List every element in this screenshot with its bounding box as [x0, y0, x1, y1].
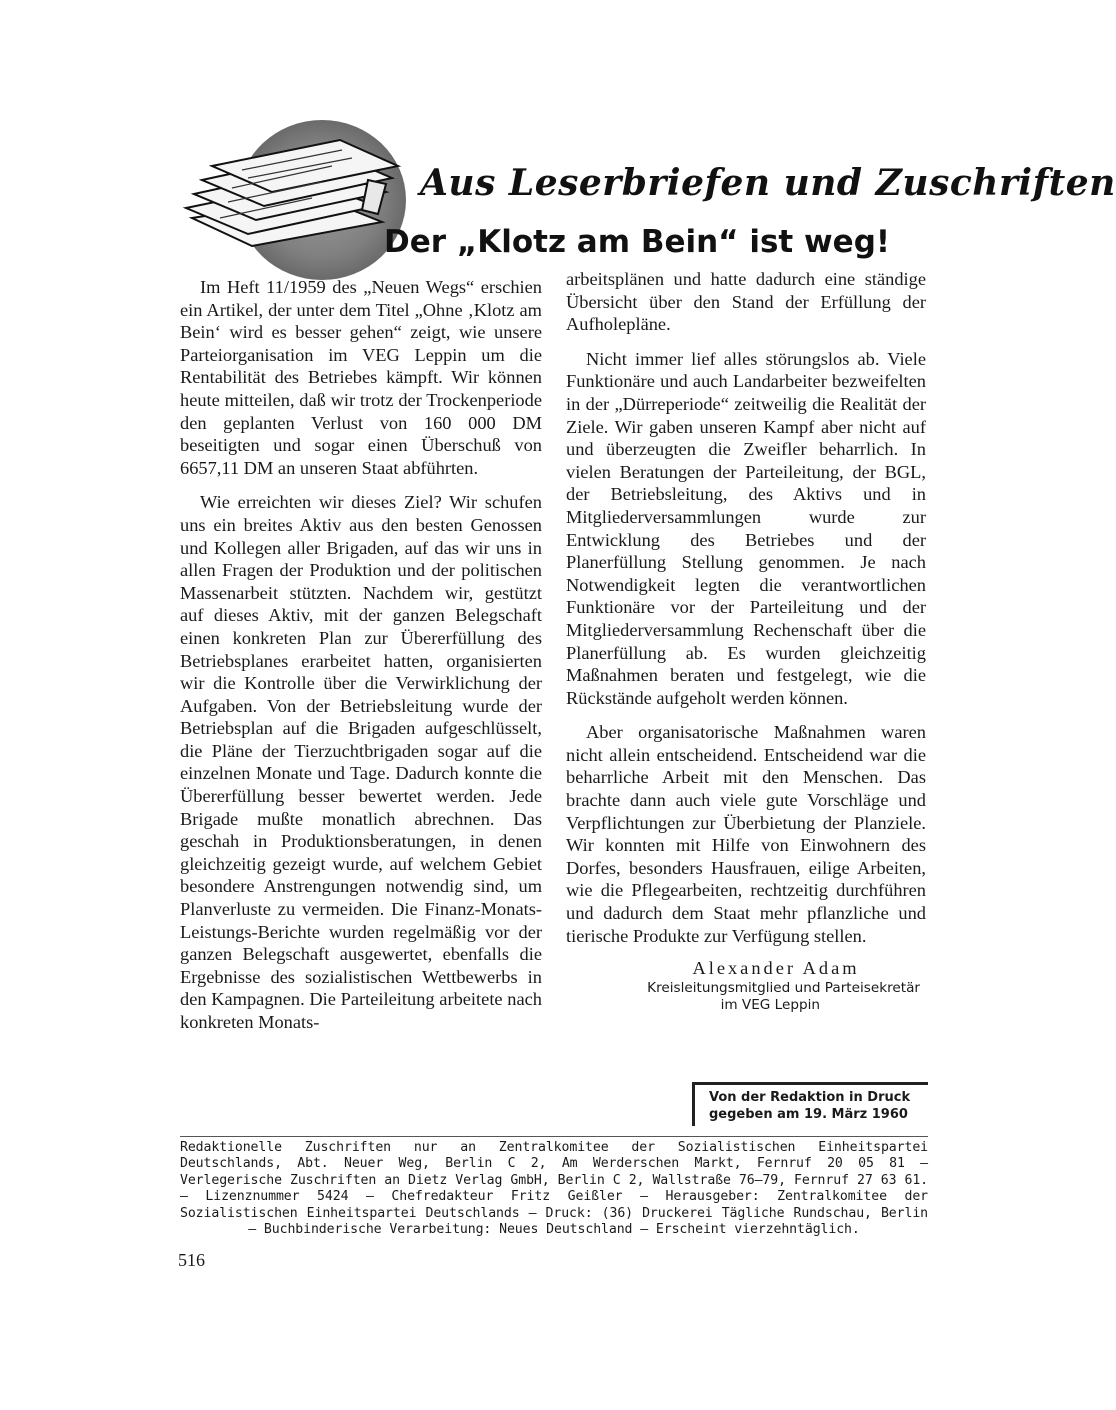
editorial-note-line: Von der Redaktion in Druck [709, 1090, 911, 1105]
article-title: Der „Klotz am Bein“ ist weg! [384, 224, 891, 260]
editorial-note [692, 1082, 928, 1126]
imprint: Redaktionelle Zuschriften nur an Zentralkomitee der Sozialistischen Einheitspartei Deutschlands, Abt. Neuer Weg, Berlin C 2, Am Werderschen Markt, Fernruf 20 05 81 — Verlegerische Zuschriften an Dietz Verlag GmbH, Berlin C 2, Wallstraße 76—79, Fernruf 27 63 61. — Lizenznummer 5424 — Chefredakteur Fritz Geißler — Herausgeber: Zentralkomitee der Sozialistischen Einheitspartei Deutschlands — Druck: (36) Druckerei Tägliche Rundschau, Berlin — Buchbinderische Verarbeitung: Neues Deutschland — Erscheint vierzehntäglich. [180, 1140, 928, 1238]
left-column [180, 276, 542, 1046]
paragraph: Aber organisatorische Maßnahmen waren nicht allein entscheidend. Entscheidend war die beharrliche Arbeit mit den Menschen. Das brachte dann auch viele gute Vorschläge und Verpflichtungen zur Überbietung der Planziele. Wir konnten mit Hilfe von Einwohnern des Dorfes, besonders Hausfrauen, eilige Arbeiten, wie die Pflegearbeiten, rechtzeitig durchführen und dadurch dem Staat mehr pflanzliche und tierische Produkte zur Verfügung stellen. [566, 722, 926, 946]
author-role-line: Kreisleitungsmitglied und Parteisekretär [647, 979, 920, 996]
author-name: Alexander Adam [692, 958, 860, 979]
paragraph: Im Heft 11/1959 des „Neuen Wegs“ erschien ein Artikel, der unter dem Titel „Ohne ‚Klotz am Bein‘ wird es besser gehen“ zeigt, wie unsere Parteiorganisation im VEG Leppin um die Rentabilität des Betriebes kämpft. Wir können heute mitteilen, daß wir trotz der Trockenperiode den geplanten Verlust von 160 000 DM beseitigten und sogar einen Überschuß von 6657,11 DM an unseren Staat abführten. [180, 277, 542, 478]
right-column [566, 268, 926, 1014]
stack-of-letters-icon [172, 118, 412, 278]
editorial-note-line: gegeben am 19. März 1960 [709, 1107, 908, 1122]
author-role-line: im VEG Leppin [720, 996, 820, 1013]
author-role [566, 980, 926, 1014]
page-number: 516 [178, 1250, 205, 1270]
divider [180, 1136, 928, 1137]
section-title: Aus Leserbriefen und Zuschriften [420, 162, 1116, 204]
paragraph: Wie erreichten wir dieses Ziel? Wir schufen uns ein breites Aktiv aus den besten Genossen und Kollegen aller Brigaden, auf das wir uns in allen Fragen der Produktion und der politischen Massenarbeit stützten. Nachdem wir, gestützt auf dieses Aktiv, mit der ganzen Belegschaft einen konkreten Plan zur Übererfüllung des Betriebsplanes erarbeitet hatten, organisierten wir die Kontrolle über die Verwirklichung der Aufgaben. Von der Betriebsleitung wurde der Betriebsplan auf die Brigaden aufgeschlüsselt, die Pläne der Tierzuchtbrigaden sogar auf die einzelnen Monate und Tage. Dadurch konnte die Übererfüllung besser bewertet werden. Jede Brigade mußte monatlich abrechnen. Das geschah in Produktionsberatungen, in denen gleichzeitig gezeigt wurde, auf welchem Gebiet besondere Anstrengungen notwendig sind, um Planverluste zu vermeiden. Die Finanz-Monats-Leistungs-Berichte wurden regelmäßig vor der ganzen Belegschaft ausgewertet, ebenfalls die Ergebnisse des sozialistischen Wettbewerbs in den Kampagnen. Die Parteileitung arbeitete nach konkreten Monats- [180, 492, 542, 1032]
paragraph: Nicht immer lief alles störungslos ab. Viele Funktionäre und auch Landarbeiter bezweifelten in der „Dürreperiode“ zeitweilig die Realität der Ziele. Wir gaben unseren Kampf aber nicht auf und überzeugten die Zweifler beharrlich. In vielen Beratungen der Parteileitung, der BGL, der Betriebsleitung, des Aktivs und in Mitgliederversammlungen wurde zur Entwicklung des Betriebes und der Planerfüllung Stellung genommen. Je nach Notwendigkeit legten die verantwortlichen Funktionäre vor der Parteileitung und der Mitgliederversammlung Rechenschaft über die Planerfüllung ab. Es wurden gleichzeitig Maßnahmen beraten und festgelegt, wie die Rückstände aufgeholt werden können. [566, 348, 926, 708]
paragraph: arbeitsplänen und hatte dadurch eine ständige Übersicht über den Stand der Erfüllung der Aufholepläne. [566, 269, 926, 335]
